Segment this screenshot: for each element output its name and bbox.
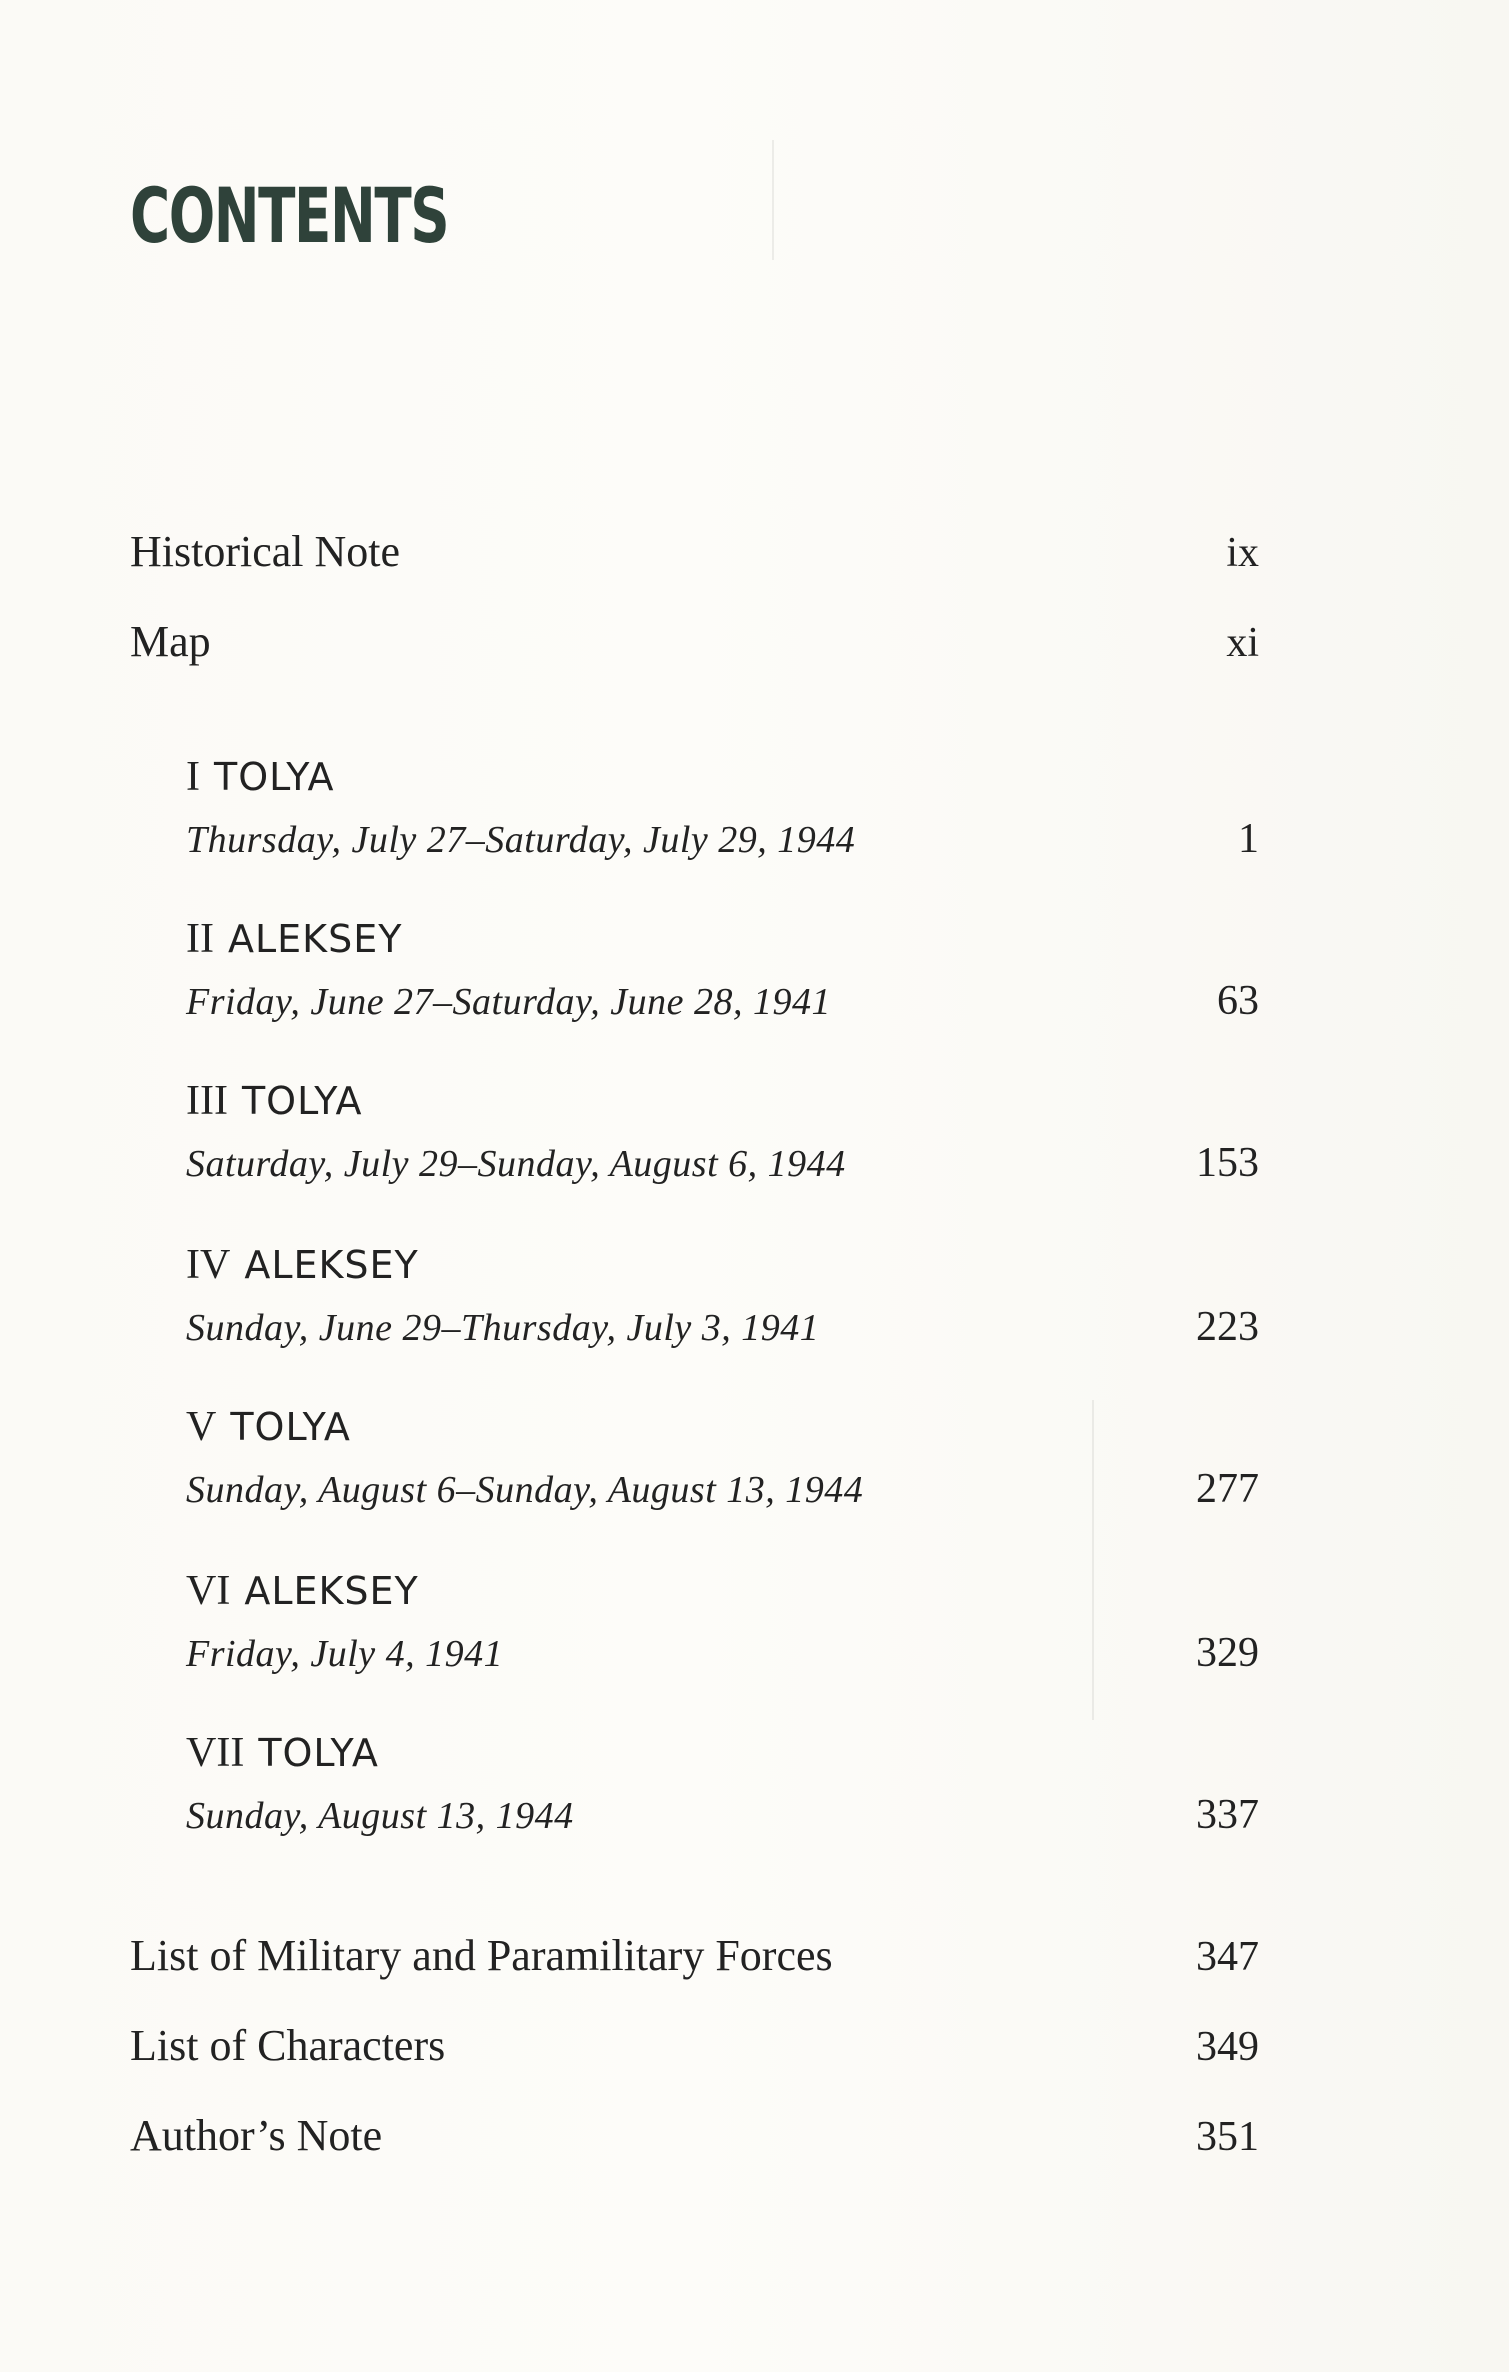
part-name: TOLYA [230,1405,351,1449]
part-heading [186,914,402,964]
part-numeral: VI [186,1568,231,1614]
toc-entry-part[interactable] [186,1788,1259,1842]
toc-entry-part[interactable] [186,1462,1259,1516]
part-heading [186,1566,419,1616]
toc-entry-label: Map [130,617,211,666]
part-numeral: II [186,916,214,962]
part-dates: Saturday, July 29–Sunday, August 6, 1944 [186,1143,846,1185]
toc-entry-part[interactable] [186,1626,1259,1680]
toc-entry-page: 351 [1196,2114,1259,2160]
toc-entry-page: ix [1226,530,1259,576]
toc-entry-page: 347 [1196,1934,1259,1980]
part-name: TOLYA [258,1731,379,1775]
toc-entry-page: xi [1226,620,1259,666]
part-dates: Friday, June 27–Saturday, June 28, 1941 [186,981,831,1023]
toc-entry-page: 277 [1196,1466,1259,1512]
part-name: ALEKSEY [244,1243,419,1287]
toc-entry-map[interactable] [130,612,1259,672]
toc-entry-label: Author’s Note [130,2111,383,2160]
toc-entry-page: 329 [1196,1630,1259,1676]
part-dates: Sunday, August 6–Sunday, August 13, 1944 [186,1469,864,1511]
part-numeral: I [186,754,200,800]
part-dates: Thursday, July 27–Saturday, July 29, 1944 [186,819,856,861]
part-numeral: IV [186,1242,231,1288]
toc-entry-label: List of Characters [130,2021,446,2070]
part-numeral: V [186,1404,217,1450]
toc-entry-characters[interactable] [130,2016,1259,2076]
part-name: ALEKSEY [244,1569,419,1613]
part-dates: Sunday, June 29–Thursday, July 3, 1941 [186,1307,820,1349]
toc-entry-page: 63 [1217,978,1259,1024]
toc-entry-page: 349 [1196,2024,1259,2070]
part-dates: Sunday, August 13, 1944 [186,1795,574,1837]
toc-entry-part[interactable] [186,812,1259,866]
page-title: CONTENTS [130,171,449,260]
toc-entry-authors-note[interactable] [130,2106,1259,2166]
toc-entry-page: 337 [1196,1792,1259,1838]
part-name: TOLYA [241,1079,363,1123]
part-heading [186,752,335,802]
paper-crease [772,140,774,260]
part-heading [186,1728,379,1778]
part-numeral: VII [186,1730,245,1776]
part-heading [186,1240,419,1290]
part-dates: Friday, July 4, 1941 [186,1633,504,1675]
toc-entry-page: 153 [1196,1140,1259,1186]
toc-entry-page: 1 [1238,816,1259,862]
toc-entry-military-forces[interactable] [130,1926,1259,1986]
toc-entry-label: List of Military and Paramilitary Forces [130,1931,833,1980]
toc-entry-part[interactable] [186,1136,1259,1190]
part-name: TOLYA [214,755,335,799]
toc-entry-label: Historical Note [130,527,401,576]
part-numeral: III [186,1078,228,1124]
toc-entry-part[interactable] [186,1300,1259,1354]
part-heading [186,1076,362,1126]
toc-entry-page: 223 [1196,1304,1259,1350]
part-name: ALEKSEY [227,917,403,961]
toc-entry-part[interactable] [186,974,1259,1028]
toc-entry-historical-note[interactable] [130,522,1259,582]
part-heading [186,1402,351,1452]
